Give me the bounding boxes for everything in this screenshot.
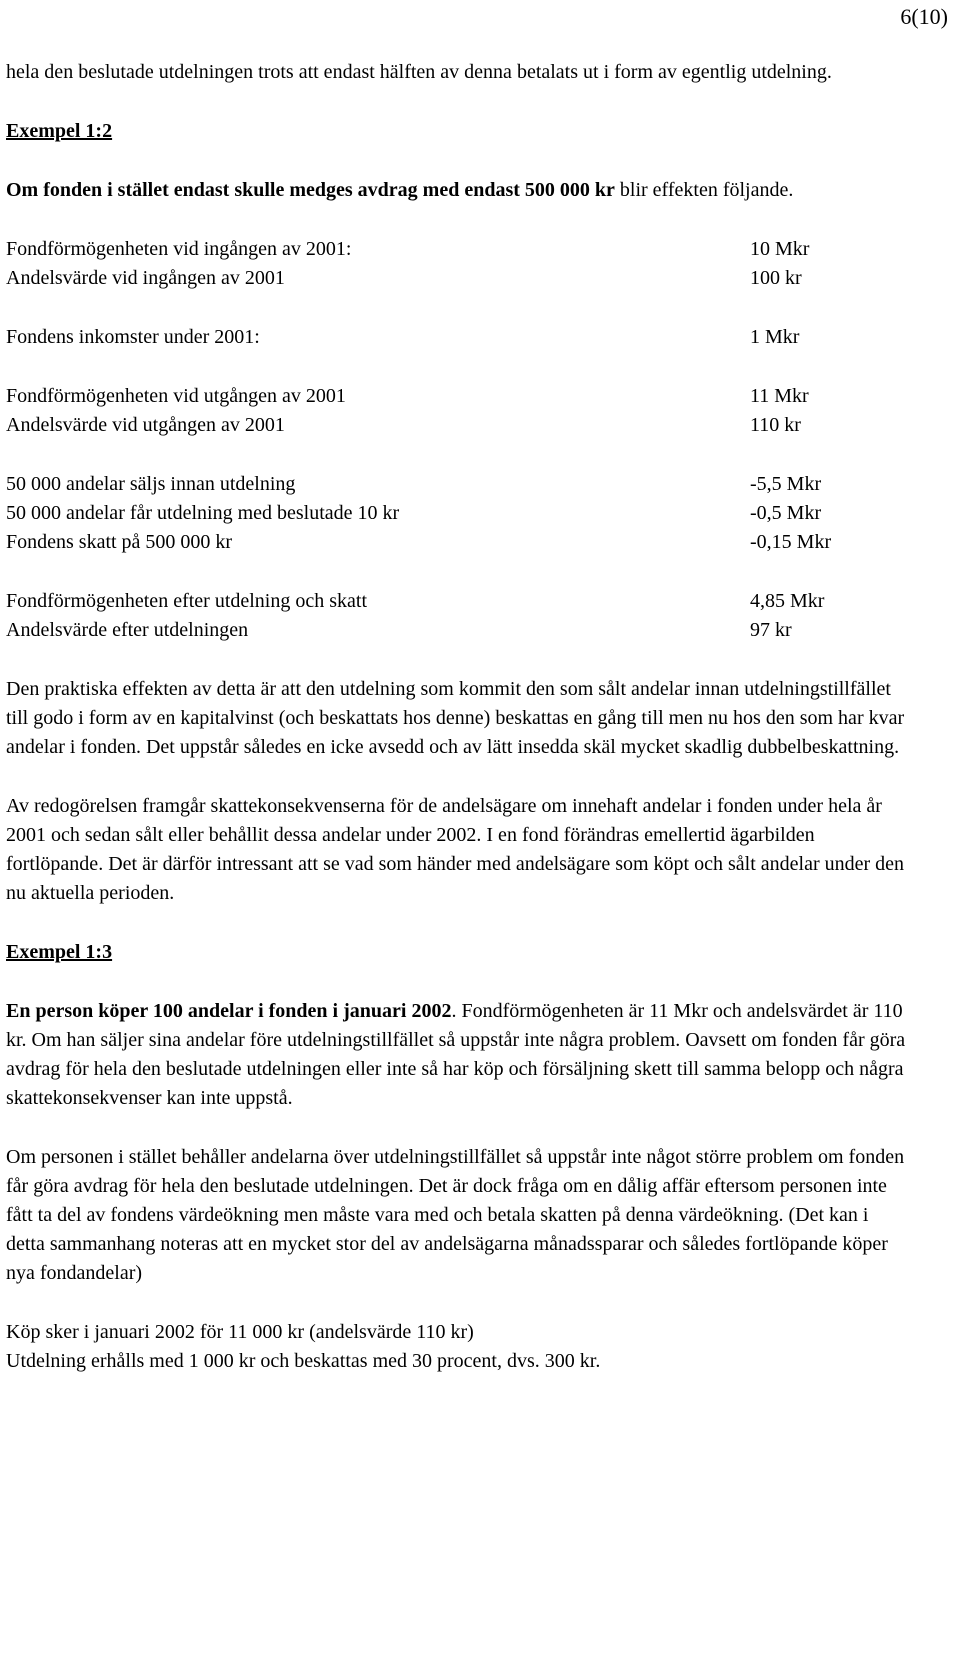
row-label: 50 000 andelar får utdelning med beslutade 10 kr <box>6 502 400 524</box>
example-1-2-lead <box>6 176 911 205</box>
table-group <box>6 587 911 645</box>
example-1-2-lead-bold: Om fonden i stället endast skulle medges avdrag med endast 500 000 kr <box>6 179 615 201</box>
row-label: Andelsvärde efter utdelningen <box>6 619 249 641</box>
row-value: -0,5 Mkr <box>750 502 822 524</box>
table-group <box>6 382 911 440</box>
example-1-2-lead-rest: blir effekten följande. <box>614 179 794 201</box>
row-value: 97 kr <box>750 619 792 641</box>
row-value: 10 Mkr <box>750 238 810 260</box>
table-row <box>6 235 911 264</box>
row-value: 11 Mkr <box>750 385 809 407</box>
row-label: 50 000 andelar säljs innan utdelning <box>6 473 296 495</box>
row-label: Andelsvärde vid utgången av 2001 <box>6 414 285 436</box>
table-row <box>6 382 911 411</box>
row-label: Fondförmögenheten vid utgången av 2001 <box>6 385 346 407</box>
intro-paragraph: hela den beslutade utdelningen trots att endast hälften av denna betalats ut i form av egentlig utdelning. <box>6 61 832 83</box>
row-value: -5,5 Mkr <box>750 473 822 495</box>
overview-paragraph: Av redogörelsen framgår skattekonsekvenserna för de andelsägare om innehaft andelar i fonden under hela år 2001 och sedan sålt eller behållit dessa andelar under 2002. I en fond förändras emellertid ägarbilden fortlöpande. Det är därför intressant att se vad som händer med andelsägare som köpt och sålt andelar under den nu aktuella perioden. <box>6 795 905 904</box>
row-value: 1 Mkr <box>750 326 800 348</box>
table-group <box>6 470 911 557</box>
table-row <box>6 264 911 293</box>
table-row <box>6 587 911 616</box>
page-number: 6(10) <box>900 4 948 29</box>
table-row <box>6 323 911 352</box>
example-1-3-lead-bold: En person köper 100 andelar i fonden i januari 2002 <box>6 1000 452 1022</box>
row-label: Fondens skatt på 500 000 kr <box>6 531 233 553</box>
table-row <box>6 411 911 440</box>
row-value: -0,15 Mkr <box>750 531 832 553</box>
table-group <box>6 323 911 352</box>
row-label: Fondförmögenheten efter utdelning och skatt <box>6 590 368 612</box>
row-value: 4,85 Mkr <box>750 590 825 612</box>
effect-paragraph: Den praktiska effekten av detta är att den utdelning som kommit den som sålt andelar innan utdelningstillfället till godo i form av en kapitalvinst (och beskattats hos denne) beskattas en gång till men nu hos den som har kvar andelar i fonden. Det uppstår således en icke avsedd och av lätt insedda skäl mycket skadlig dubbelbeskattning. <box>6 678 905 758</box>
row-label: Fondens inkomster under 2001: <box>6 326 260 348</box>
example-1-2-heading: Exempel 1:2 <box>6 120 113 142</box>
row-value: 110 kr <box>750 414 801 436</box>
calculation-table <box>6 235 911 645</box>
table-row <box>6 528 911 557</box>
example-1-3-paragraph <box>6 997 911 1113</box>
example-1-3-lead-rest: . Fondförmögenheten är 11 Mkr och andelsvärdet är 110 kr. Om han säljer sina andelar före utdelningstillfället så uppstår inte några problem. Oavsett om fonden får göra avdrag för hela den beslutade utdelningen eller inte så har köp och försäljning skett till samma belopp och några skattekonsekvenser kan inte uppstå. <box>6 1000 906 1109</box>
table-row <box>6 616 911 645</box>
purchase-line: Köp sker i januari 2002 för 11 000 kr (andelsvärde 110 kr) <box>6 1321 474 1343</box>
document-body <box>6 58 911 1376</box>
dividend-line: Utdelning erhålls med 1 000 kr och beskattas med 30 procent, dvs. 300 kr. <box>6 1350 601 1372</box>
table-row <box>6 470 911 499</box>
table-group <box>6 235 911 293</box>
keep-shares-paragraph: Om personen i stället behåller andelarna över utdelningstillfället så uppstår inte något större problem om fonden får göra avdrag för hela den beslutade utdelningen. Det är dock fråga om en dålig affär eftersom personen inte fått ta del av fondens värdeökning men måste vara med och betala skatten på denna värdeökning. (Det kan i detta sammanhang noteras att en mycket stor del av andelsägarna månadssparar och således fortlöpande köper nya fondandelar) <box>6 1146 905 1284</box>
table-row <box>6 499 911 528</box>
example-1-3-heading: Exempel 1:3 <box>6 941 113 963</box>
row-label: Fondförmögenheten vid ingången av 2001: <box>6 238 352 260</box>
row-label: Andelsvärde vid ingången av 2001 <box>6 267 285 289</box>
row-value: 100 kr <box>750 267 802 289</box>
